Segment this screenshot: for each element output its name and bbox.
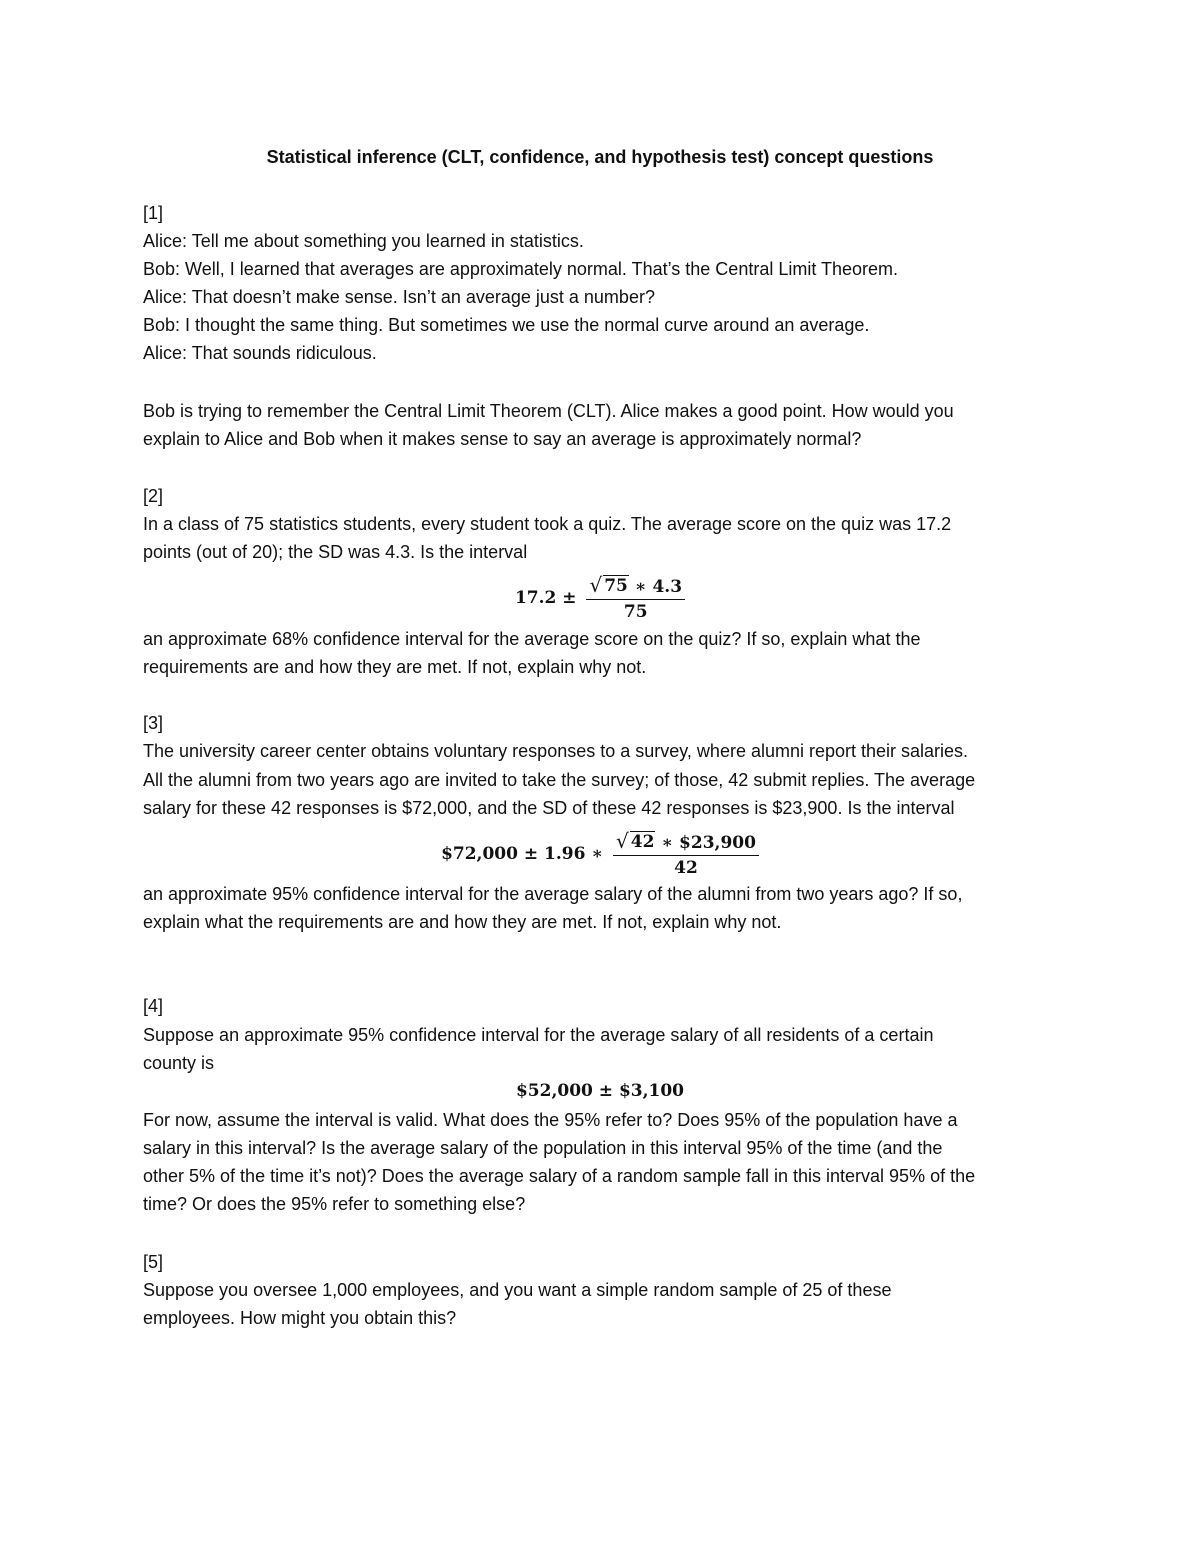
question-text-line: time? Or does the 95% refer to something else?	[143, 1194, 526, 1214]
formula-text: $52,000 ± $3,100	[515, 1081, 685, 1101]
formula-numerator	[586, 572, 685, 600]
sqrt-argument: 42	[630, 831, 655, 852]
speaker-label: Bob:	[143, 315, 181, 335]
question-text-line: employees. How might you obtain this?	[143, 1308, 457, 1328]
formula-lead: 17.2 ±	[514, 588, 583, 608]
question-text-line: explain what the requirements are and how they are met. If not, explain why not.	[143, 912, 782, 932]
document-title: Statistical inference (CLT, confidence, and hypothesis test) concept questions	[266, 147, 934, 167]
question-2-number: [2]	[143, 486, 164, 506]
dialogue-line	[143, 339, 377, 367]
question-text-line: Suppose an approximate 95% confidence interval for the average salary of all residents of a certain	[143, 1025, 934, 1045]
question-text-line: The university career center obtains voluntary responses to a survey, where alumni report their salaries.	[143, 741, 969, 761]
dialogue-line	[143, 311, 869, 339]
formula-68-interval	[0, 568, 1200, 628]
speaker-label: Alice:	[143, 231, 188, 251]
formula-52000-interval	[0, 1076, 1200, 1106]
formula-lead: $72,000 ± 1.96 ∗	[441, 844, 610, 864]
formula-denominator: 75	[623, 601, 648, 622]
dialogue-text: Tell me about something you learned in statistics.	[187, 231, 584, 251]
question-text-line: Bob is trying to remember the Central Limit Theorem (CLT). Alice makes a good point. How would you	[143, 401, 954, 421]
question-text-line: For now, assume the interval is valid. What does the 95% refer to? Does 95% of the population have a	[143, 1110, 958, 1130]
formula-fraction	[586, 572, 685, 622]
speaker-label: Alice:	[143, 287, 188, 307]
question-text-line: requirements are and how they are met. If not, explain why not.	[143, 657, 647, 677]
question-5-number: [5]	[143, 1252, 164, 1272]
dialogue-text: That doesn’t make sense. Isn’t an average just a number?	[187, 287, 655, 307]
question-text-line: county is	[143, 1053, 215, 1073]
formula-fraction	[613, 828, 759, 878]
dialogue-line	[143, 227, 584, 255]
question-text-line: salary in this interval? Is the average salary of the population in this interval 95% of the time (and the	[143, 1138, 943, 1158]
question-text-line: points (out of 20); the SD was 4.3. Is the interval	[143, 542, 528, 562]
numerator-rest: ∗ 4.3	[628, 576, 683, 597]
formula-denominator: 42	[674, 857, 698, 878]
question-text-line: Suppose you oversee 1,000 employees, and you want a simple random sample of 25 of these	[143, 1280, 892, 1300]
sqrt-symbol: √ 75	[589, 572, 628, 597]
dialogue-text: I thought the same thing. But sometimes we use the normal curve around an average.	[180, 315, 870, 335]
dialogue-line	[143, 255, 898, 283]
speaker-label: Bob:	[143, 259, 181, 279]
question-4-number: [4]	[143, 996, 164, 1016]
question-text-line: salary for these 42 responses is $72,000, and the SD of these 42 responses is $23,900. Is the interval	[143, 798, 955, 818]
dialogue-line	[143, 283, 655, 311]
question-1-number: [1]	[143, 203, 164, 223]
formula-numerator	[613, 828, 759, 856]
dialogue-text: That sounds ridiculous.	[187, 343, 377, 363]
question-text-line: an approximate 95% confidence interval for the average salary of the alumni from two years ago? If so,	[143, 884, 963, 904]
question-text-line: an approximate 68% confidence interval for the average score on the quiz? If so, explain what the	[143, 629, 921, 649]
formula-95-interval	[0, 823, 1200, 885]
dialogue-text: Well, I learned that averages are approximately normal. That’s the Central Limit Theorem.	[180, 259, 899, 279]
question-text-line: In a class of 75 statistics students, every student took a quiz. The average score on the quiz was 17.2	[143, 514, 952, 534]
question-text-line: other 5% of the time it’s not)? Does the average salary of a random sample fall in this interval 95% of the	[143, 1166, 976, 1186]
numerator-rest: ∗ $23,900	[655, 832, 756, 853]
sqrt-argument: 75	[604, 575, 628, 596]
question-3-number: [3]	[143, 713, 164, 733]
question-text-line: explain to Alice and Bob when it makes sense to say an average is approximately normal?	[143, 429, 862, 449]
question-text-line: All the alumni from two years ago are invited to take the survey; of those, 42 submit replies. The average	[143, 770, 976, 790]
sqrt-symbol: √ 42	[616, 828, 655, 853]
speaker-label: Alice:	[143, 343, 188, 363]
